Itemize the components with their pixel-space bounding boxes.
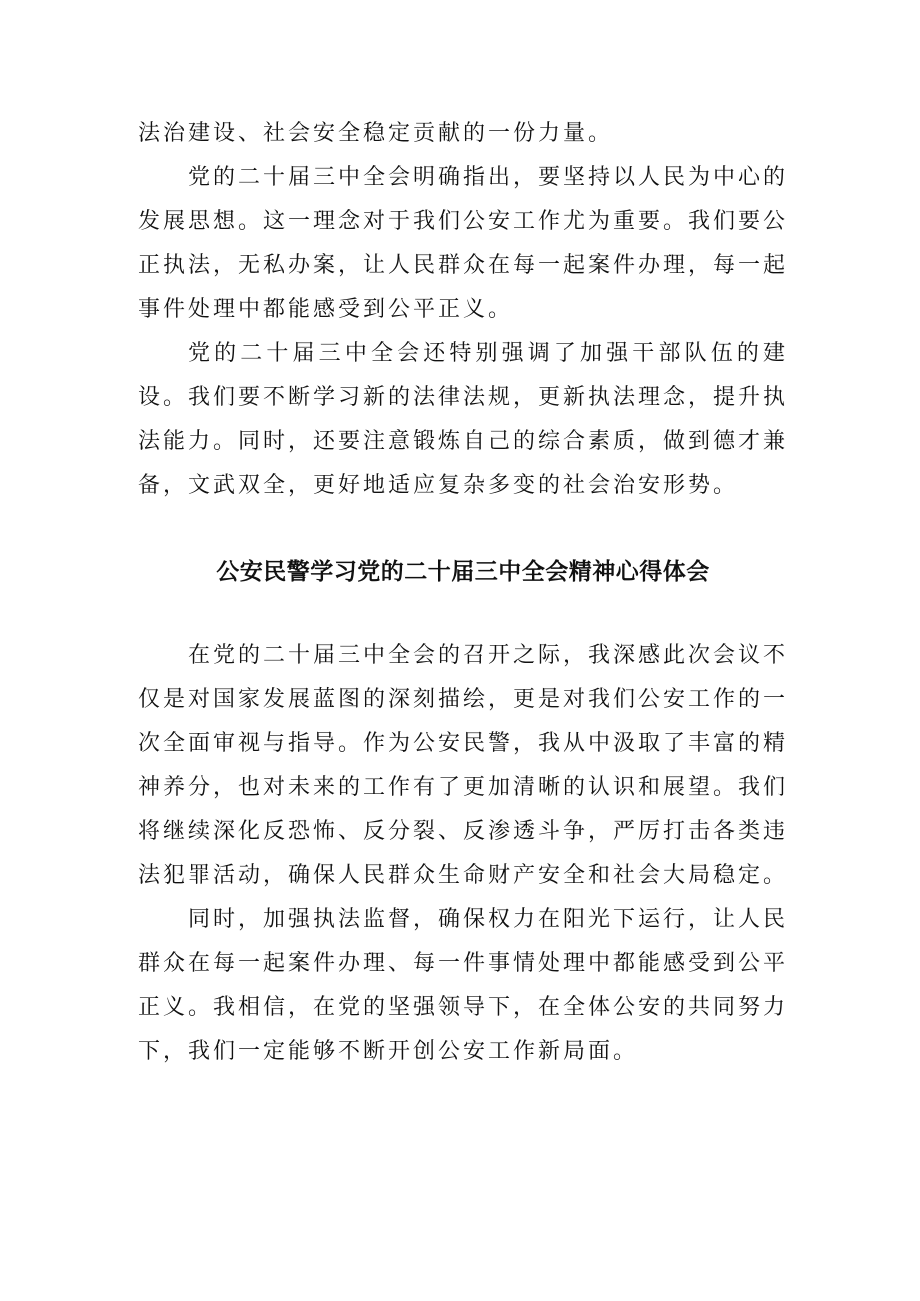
spacer [138, 508, 788, 550]
section-title: 公安民警学习党的二十届三中全会精神心得体会 [216, 559, 710, 585]
document-body [138, 112, 788, 1074]
spacer [138, 594, 788, 634]
paragraph-law-enforcement-supervision: 同时，加强执法监督，确保权力在阳光下运行，让人民群众在每一起案件办理、每一件事情处理中都能感受到公平正义。我相信，在党的坚强领导下，在全体公安的共同努力下，我们一定能够不断开创公安工作新局面。 [138, 907, 789, 1064]
paragraph-people-centered: 党的二十届三中全会明确指出，要坚持以人民为中心的发展思想。这一理念对于我们公安工作尤为重要。我们要公正执法，无私办案，让人民群众在每一起案件办理，每一起事件处理中都能感受到公平正义。 [138, 165, 789, 322]
paragraph-continuation: 法治建设、社会安全稳定贡献的一份力量。 [138, 121, 614, 146]
paragraph-cadre-building: 党的二十届三中全会还特别强调了加强干部队伍的建设。我们要不断学习新的法律法规，更新执法理念，提升执法能力。同时，还要注意锻炼自己的综合素质，做到德才兼备，文武双全，更好地适应复杂多变的社会治安形势。 [138, 341, 789, 498]
paragraph-plenary-reflection: 在党的二十届三中全会的召开之际，我深感此次会议不仅是对国家发展蓝图的深刻描绘，更是对我们公安工作的一次全面审视与指导。作为公安民警，我从中汲取了丰富的精神养分，也对未来的工作有了更加清晰的认识和展望。我们将继续深化反恐怖、反分裂、反渗透斗争，严厉打击各类违法犯罪活动，确保人民群众生命财产安全和社会大局稳定。 [138, 643, 789, 888]
